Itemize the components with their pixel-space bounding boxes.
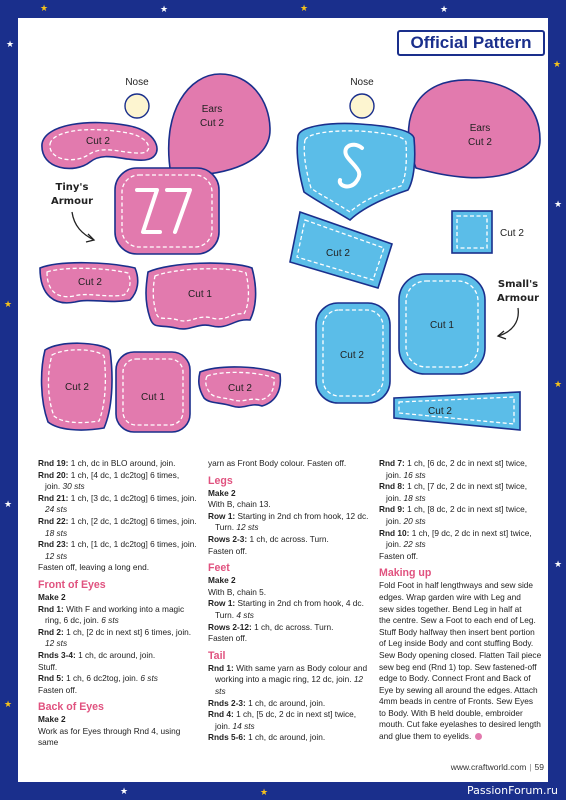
- star-icon: ★: [260, 787, 269, 797]
- star-icon: ★: [554, 199, 563, 209]
- star-icon: ★: [554, 559, 563, 569]
- svg-text:Armour: Armour: [496, 293, 540, 304]
- section-heading-front-of-eyes: Front of Eyes: [38, 578, 106, 591]
- round-text: 1 ch, dc in BLO around, join.: [68, 458, 176, 468]
- round-label: Rnd 10:: [379, 527, 410, 538]
- round-text: 1 ch, [1 dc, 1 dc2tog] 6 times, join.: [68, 539, 197, 550]
- round-text: With same yarn as Body colour and: [233, 662, 368, 673]
- stitch-count: 12 sts: [45, 550, 68, 561]
- instruction-text: yarn as Front Body colour. Fasten off.: [208, 458, 347, 468]
- round-text: join.: [386, 515, 404, 526]
- section-heading-making-up: Making up: [379, 567, 432, 580]
- making-up-line: edge to Body. Connect Front and Back of: [379, 673, 531, 684]
- pattern-column-1: [38, 458, 201, 749]
- star-icon: ★: [40, 3, 49, 13]
- section-heading-tail: Tail: [208, 649, 226, 662]
- row-label: Row 1:: [208, 510, 236, 521]
- tiny-belly-piece: [116, 352, 190, 432]
- tiny-ears-label: Ears: [201, 104, 223, 115]
- stitch-count: 14 sts: [232, 720, 255, 731]
- round-label: Rnd 9:: [379, 504, 405, 515]
- small-ears-piece: [409, 80, 540, 178]
- website-link[interactable]: www.craftworld.com: [450, 762, 527, 772]
- row-text: Starting in 2nd ch from hook, 4 dc.: [235, 598, 364, 609]
- round-label: Rnd 8:: [379, 481, 405, 492]
- tiny-back-label: Cut 1: [188, 289, 212, 300]
- row-label: Row 1:: [208, 598, 236, 609]
- tiny-side-strip-label: Cut 2: [78, 277, 102, 288]
- making-up-line: edges. Wrap garden wire with Leg and: [379, 591, 521, 602]
- svg-text:Armour: Armour: [50, 196, 94, 207]
- stitch-count: 12 sts: [236, 522, 259, 533]
- stitch-count: 22 sts: [403, 539, 426, 550]
- tiny-belly-label: Cut 1: [141, 392, 165, 403]
- round-label: Rnds 5-6:: [208, 732, 246, 743]
- instruction-text: Fasten off.: [38, 684, 78, 695]
- make-count: Make 2: [38, 714, 66, 725]
- stitch-count: 4 sts: [236, 609, 254, 620]
- round-text: With F and working into a magic: [63, 603, 185, 614]
- round-text: join.: [386, 469, 404, 480]
- round-text: join.: [386, 492, 404, 503]
- tiny-front-face-piece: [115, 168, 219, 254]
- watermark: PassionForum.ru: [467, 784, 558, 797]
- round-text: join.: [215, 720, 233, 731]
- stitch-count: 18 sts: [403, 492, 426, 503]
- star-icon: ★: [120, 786, 129, 796]
- round-label: Rnd 7:: [379, 458, 405, 468]
- round-text: 1 ch, 6 dc2tog, join.: [63, 673, 141, 684]
- round-label: Rnd 20:: [38, 469, 69, 480]
- making-up-line: Sew Body opening closed. Flatten Tail piece: [379, 649, 542, 660]
- svg-text:Tiny's: Tiny's: [55, 182, 89, 193]
- footer-separator: |: [529, 762, 532, 772]
- instruction-text: Fasten off.: [208, 633, 248, 644]
- round-label: Rnds 2-3:: [208, 697, 246, 708]
- stitch-count: 12 sts: [45, 638, 68, 649]
- making-up-line: 4mm beads in centre of Fronts. Sew Eyes: [379, 696, 534, 707]
- small-nose-label: Nose: [350, 77, 374, 88]
- small-back-piece: [399, 274, 485, 374]
- instruction-text: With B, chain 13.: [208, 499, 271, 510]
- end-mark-icon: [475, 733, 482, 740]
- stitch-count: 16 sts: [403, 469, 426, 480]
- tiny-tail-armour-label: Cut 2: [228, 383, 252, 394]
- making-up-line: mouth. Cut fake eyelashes to desired length: [379, 719, 541, 730]
- star-icon: ★: [440, 4, 449, 14]
- instruction-text: Work as for Eyes through Rnd 4, using same: [38, 725, 181, 748]
- tiny-leg-armour-piece: [42, 343, 112, 430]
- instruction-text: Fasten off, leaving a long end.: [38, 562, 150, 573]
- section-heading-feet: Feet: [208, 562, 230, 575]
- small-bottom-strip-piece: [394, 392, 520, 430]
- round-label: Rnd 4:: [208, 709, 234, 720]
- star-icon: ★: [4, 499, 13, 509]
- tiny-nose-piece: [125, 77, 149, 118]
- round-text: 1 ch, [3 dc, 1 dc2tog] 6 times, join.: [68, 492, 197, 503]
- tiny-back-piece: [146, 263, 256, 329]
- stitch-count: 20 sts: [403, 515, 426, 526]
- making-up-line: the centre. Sew a Foot to each end of Leg.: [379, 615, 536, 626]
- make-count: Make 2: [208, 575, 236, 586]
- page-number: 59: [534, 762, 544, 772]
- row-text: Turn.: [215, 522, 237, 533]
- small-angled-strip-piece: [290, 212, 392, 288]
- small-ears-cut-label: Cut 2: [468, 137, 492, 148]
- small-nose-piece: [350, 77, 374, 118]
- round-text: 1 ch, [7 dc, 2 dc in next st] twice,: [404, 481, 528, 492]
- round-text: 1 ch, [9 dc, 2 dc in next st] twice,: [409, 527, 532, 538]
- tiny-tail-armour-piece: [199, 367, 281, 407]
- making-up-line: of Leg inside Body and cont stuffing Body.: [379, 638, 534, 649]
- round-text: join.: [386, 539, 404, 550]
- small-bottom-strip-label: Cut 2: [428, 406, 452, 417]
- instruction-text: Fasten off.: [208, 545, 248, 556]
- tiny-ears-cut-label: Cut 2: [200, 118, 224, 129]
- star-icon: ★: [300, 3, 309, 13]
- section-heading-back-of-eyes: Back of Eyes: [38, 701, 104, 714]
- instruction-text: Fasten off.: [379, 550, 419, 561]
- star-icon: ★: [553, 59, 562, 69]
- tiny-armour-strip-piece: [42, 123, 157, 169]
- round-label: Rnds 3-4:: [38, 649, 76, 660]
- making-up-line: sew sides together. Bend Leg in half at: [379, 603, 522, 614]
- small-side-piece: [316, 303, 390, 403]
- tiny-armour-strip-label: Cut 2: [86, 136, 110, 147]
- round-label: Rnd 19:: [38, 458, 69, 468]
- stitch-count: 30 sts: [62, 481, 85, 492]
- making-up-line: Fold Foot in half lengthways and sew side: [379, 580, 534, 591]
- row-text: Starting in 2nd ch from hook, 12 dc.: [235, 510, 369, 521]
- stitch-count: 6 sts: [140, 673, 158, 684]
- stitch-count: 12 sts: [215, 674, 364, 696]
- star-icon: ★: [160, 4, 169, 14]
- round-text: join.: [45, 481, 63, 492]
- star-icon: ★: [6, 39, 15, 49]
- section-heading-legs: Legs: [208, 474, 233, 487]
- tiny-armour-label: [51, 182, 94, 242]
- small-square-label: Cut 2: [500, 228, 524, 239]
- making-up-line: Eye by sewing all around the edges. Attach: [379, 684, 538, 695]
- round-text: 1 ch, [4 dc, 1 dc2tog] 6 times,: [68, 469, 180, 480]
- round-label: Rnd 1:: [38, 603, 64, 614]
- round-label: Rnd 23:: [38, 539, 69, 550]
- row-label: Rows 2-3:: [208, 533, 248, 544]
- making-up-text: [379, 580, 542, 742]
- round-text: 1 ch, [5 dc, 2 dc in next st] twice,: [233, 709, 357, 720]
- pattern-column-2: [208, 458, 371, 744]
- round-text: 1 ch, dc around, join.: [75, 649, 156, 660]
- small-angled-strip-label: Cut 2: [326, 248, 350, 259]
- row-text: 1 ch, dc across. Turn.: [251, 621, 334, 632]
- tiny-ears-piece: [169, 74, 270, 175]
- stitch-count: 18 sts: [45, 527, 68, 538]
- small-side-label: Cut 2: [340, 350, 364, 361]
- pattern-column-3: [379, 458, 542, 743]
- make-count: Make 2: [38, 591, 66, 602]
- star-icon: ★: [554, 379, 563, 389]
- small-square-piece: [452, 211, 524, 253]
- round-label: Rnd 2:: [38, 626, 64, 637]
- stitch-count: 6 sts: [101, 615, 119, 626]
- making-up-line: Stuff Body halfway then insert bent portion: [379, 626, 535, 637]
- round-text: working into a magic ring, 12 dc, join.: [215, 674, 354, 685]
- small-back-label: Cut 1: [430, 320, 454, 331]
- tiny-side-strip-piece: [40, 263, 138, 303]
- making-up-line: sew beg end (Rnd 1) top. Sew fastened-off: [379, 661, 537, 672]
- tiny-nose-label: Nose: [125, 77, 149, 88]
- stitch-count: 24 sts: [45, 504, 68, 515]
- star-icon: ★: [4, 299, 13, 309]
- round-label: Rnd 1:: [208, 662, 234, 673]
- arrow-icon: [498, 308, 518, 336]
- round-label: Rnd 5:: [38, 673, 64, 684]
- row-text: Turn.: [215, 609, 237, 620]
- row-label: Rows 2-12:: [208, 621, 252, 632]
- making-up-line: to Body. With B held double, embroider: [379, 707, 523, 718]
- round-text: 1 ch, [6 dc, 2 dc in next st] twice,: [404, 458, 528, 468]
- round-label: Rnd 22:: [38, 515, 69, 526]
- small-armour-label: [497, 279, 539, 339]
- round-text: 1 ch, [2 dc in next st] 6 times, join.: [63, 626, 192, 637]
- round-text: ring, 6 dc, join.: [45, 615, 102, 626]
- small-ears-label: Ears: [469, 123, 491, 134]
- tiny-leg-armour-label: Cut 2: [65, 382, 89, 393]
- page-title: Official Pattern: [410, 33, 532, 52]
- round-label: Rnd 21:: [38, 492, 69, 503]
- making-up-line: and glue them to eyelids.: [379, 731, 542, 743]
- round-text: 1 ch, [8 dc, 2 dc in next st] twice,: [404, 504, 528, 515]
- row-text: 1 ch, dc across. Turn.: [247, 533, 329, 544]
- round-text: 1 ch, dc around, join.: [245, 732, 326, 743]
- page-footer: [451, 762, 544, 772]
- make-count: Make 2: [208, 487, 236, 498]
- instruction-text: With B, chain 5.: [208, 586, 267, 597]
- round-text: 1 ch, [2 dc, 1 dc2tog] 6 times, join.: [68, 515, 197, 526]
- small-front-face-piece: [297, 124, 415, 221]
- instruction-text: Stuff.: [38, 661, 58, 672]
- round-text: 1 ch, dc around, join.: [245, 697, 326, 708]
- svg-text:Small's: Small's: [497, 279, 539, 290]
- star-icon: ★: [4, 699, 13, 709]
